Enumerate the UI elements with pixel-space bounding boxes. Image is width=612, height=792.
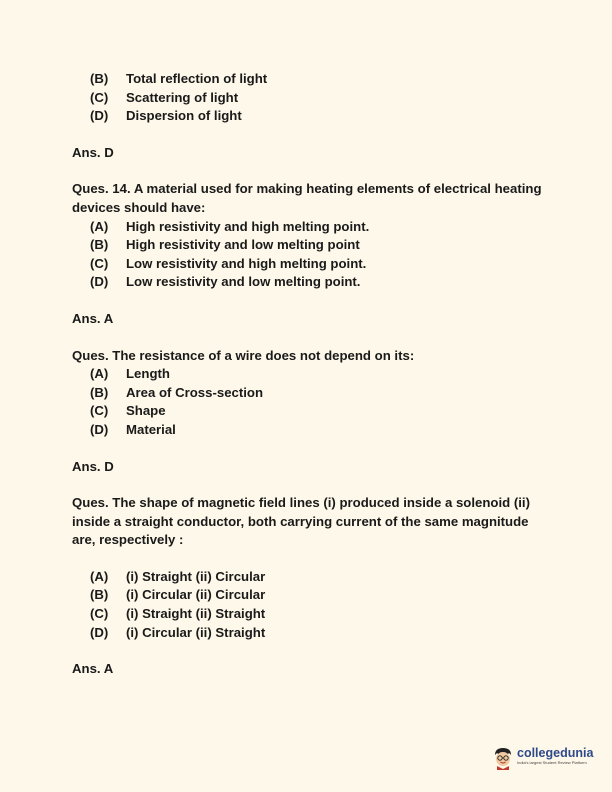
answer: Ans. D	[72, 458, 114, 474]
question-text: Ques. The shape of magnetic field lines (i) produced inside a solenoid (ii) inside a straight conductor, both carrying current of the same magnitude are, respectively :	[72, 495, 530, 548]
options-list	[90, 568, 542, 642]
document-page	[72, 70, 542, 697]
answer: Ans. D	[72, 144, 114, 160]
option-d: (D) Dispersion of light	[90, 108, 242, 124]
option-b: (B) High resistivity and low melting point	[90, 237, 360, 253]
mascot-icon	[492, 746, 514, 770]
option-a: (A) Length	[90, 366, 170, 382]
answer: Ans. A	[72, 310, 114, 326]
question-text: Ques. 14. A material used for making heating elements of electrical heating devices should have:	[72, 181, 542, 215]
option-d: (D) (i) Circular (ii) Straight	[90, 624, 266, 640]
option-b: (B) (i) Circular (ii) Circular	[90, 587, 266, 603]
options-list	[90, 218, 542, 292]
option-c: (C) (i) Straight (ii) Straight	[90, 606, 266, 622]
option-c: (C) Shape	[90, 403, 166, 419]
answer: Ans. A	[72, 661, 114, 677]
option-b: (B) Area of Cross-section	[90, 384, 264, 400]
option-a: (A) (i) Straight (ii) Circular	[90, 568, 266, 584]
question-text: Ques. The resistance of a wire does not depend on its:	[72, 347, 415, 363]
option-c: (C) Low resistivity and high melting point.	[90, 255, 367, 271]
logo-brand-text: collegedunia	[517, 746, 594, 760]
collegedunia-logo	[492, 746, 593, 770]
option-d: (D) Low resistivity and low melting point.	[90, 274, 361, 290]
option-c: (C) Scattering of light	[90, 89, 239, 105]
option-b: (B) Total reflection of light	[90, 71, 268, 86]
logo-tagline: India's largest Student Review Platform	[517, 760, 587, 765]
options-list	[90, 365, 542, 439]
option-a: (A) High resistivity and high melting point.	[90, 218, 370, 234]
option-d: (D) Material	[90, 421, 176, 437]
options-list	[90, 70, 542, 126]
